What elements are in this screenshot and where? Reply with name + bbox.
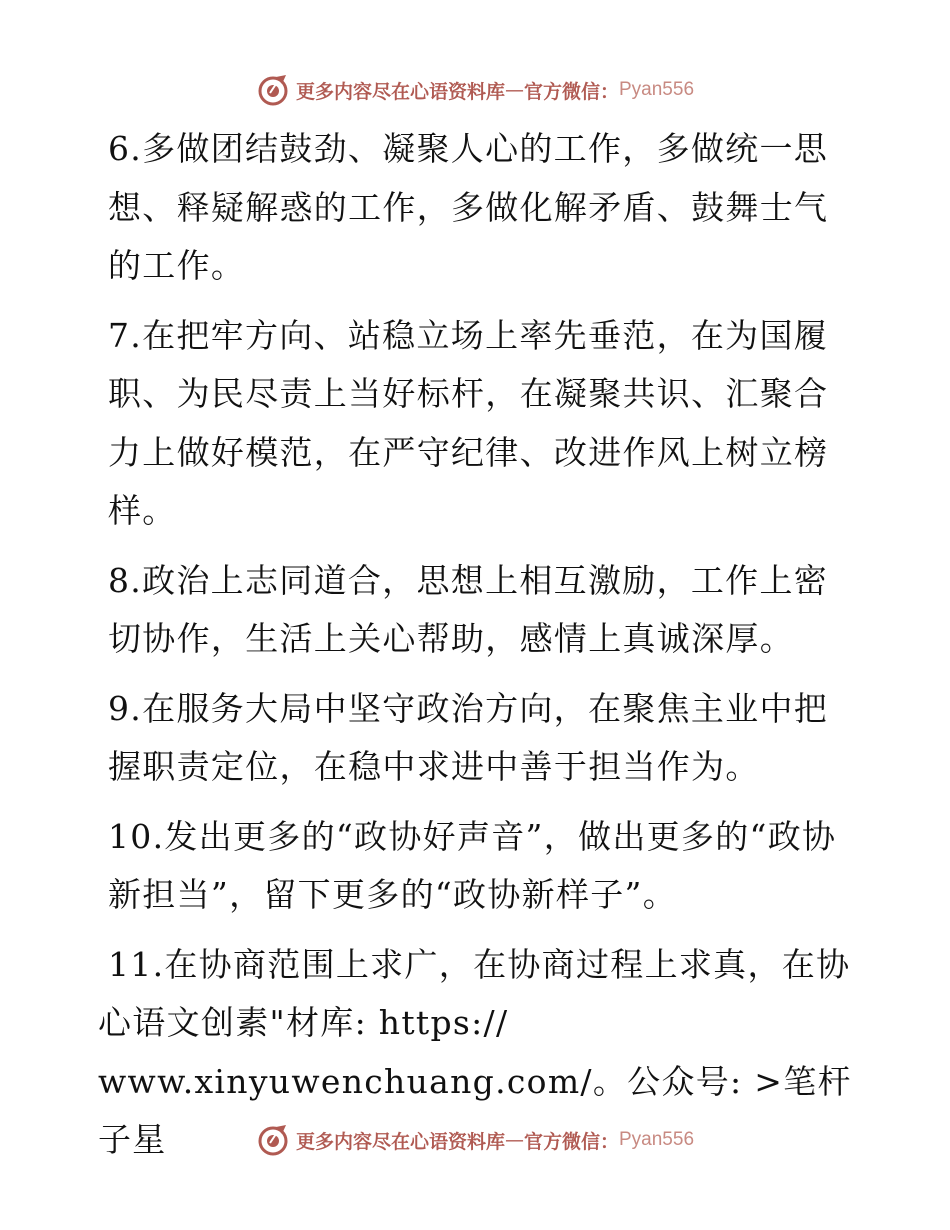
paragraph-7: 7.在把牢方向、站稳立场上率先垂范，在为国履职、为民尽责上当好标杆，在凝聚共识、汇聚合力上做好模范，在严守纪律、改进作风上树立榜样。 [108,315,829,530]
footer-banner-label: 官方微信： [523,1130,619,1153]
header-banner-label: 官方微信： [523,80,619,103]
footer-banner [0,1120,950,1160]
paragraph-9: 9.在服务大局中坚守政治方向，在聚焦主业中把握职责定位，在稳中求进中善于担当作为。 [108,688,829,786]
source-line-1: 心语文创素"材库: https:// [98,1003,509,1042]
header-banner-separator: — [504,79,524,101]
paragraph-11: 11.在协商范围上求广，在协商过程上求真，在协 [108,944,851,984]
header-banner-wechat-id: Pyan556 [619,79,695,100]
source-line-2: www.xinyuwenchuang.com/。公众号: >笔杆子星 [98,1061,852,1159]
footer-banner-wechat-id: Pyan556 [619,1129,695,1150]
paragraph-10: 10.发出更多的“政协好声音”，做出更多的“政协新担当”，留下更多的“政协新样子”。 [108,816,837,914]
footer-banner-main: 更多内容尽在心语资料库 [295,1130,505,1153]
paragraph-6: 6.多做团结鼓劲、凝聚人心的工作，多做统一思想、释疑解惑的工作，多做化解矛盾、鼓舞士气的工作。 [108,129,829,285]
pen-circle-logo-icon [256,1123,290,1157]
document-body [98,120,858,1170]
pen-circle-logo-icon [256,73,290,107]
footer-banner-separator: — [504,1129,524,1151]
header-banner [0,70,950,110]
header-banner-main: 更多内容尽在心语资料库 [295,80,505,103]
paragraph-8: 8.政治上志同道合，思想上相互激励，工作上密切协作，生活上关心帮助，感情上真诚深厚。 [108,560,829,658]
